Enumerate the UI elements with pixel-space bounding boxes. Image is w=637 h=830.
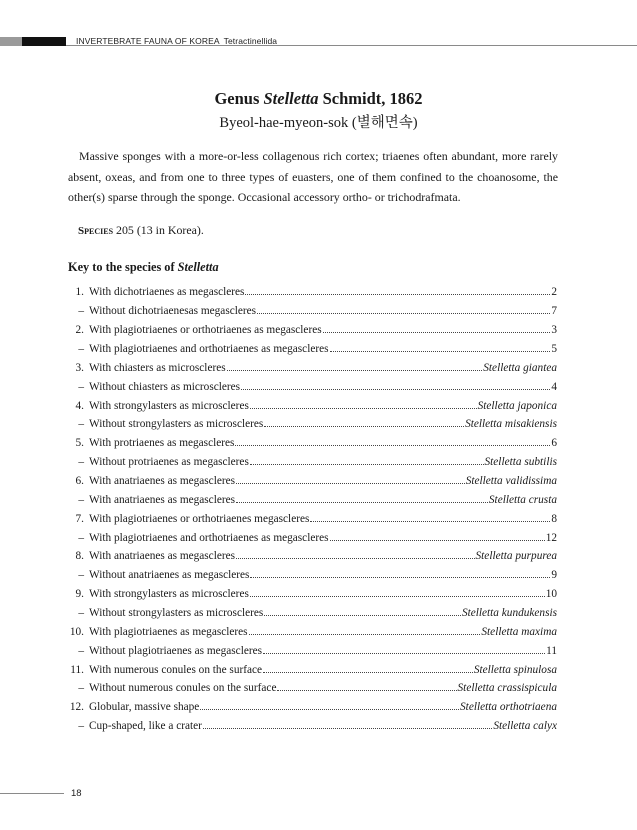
key-row-couplet: With chiasters as microscleres [89, 361, 226, 374]
key-row-species-result: Stelletta japonica [477, 399, 557, 412]
key-row-number: – [78, 343, 84, 355]
key-row-leader-dots [236, 501, 488, 503]
key-row-couplet: Without strongylasters as microscleres [89, 418, 264, 431]
key-row-leader-dots [330, 539, 545, 541]
footer-rule [0, 793, 64, 794]
key-row [60, 415, 557, 434]
header-grey-bar [0, 37, 22, 46]
key-row-number: – [78, 607, 84, 620]
key-row [60, 717, 557, 736]
key-row-next-couplet: 3 [551, 324, 557, 337]
key-row-next-couplet: 6 [551, 437, 557, 450]
species-label: Species [78, 225, 114, 237]
running-header [76, 36, 277, 46]
key-row-leader-dots [263, 671, 473, 673]
key-row-number: – [78, 569, 84, 582]
key-row-species-result: Stelletta crassispicula [457, 682, 557, 695]
key-row-leader-dots [264, 425, 464, 427]
key-row-couplet: With plagiotriaenes and orthotriaenes as megascleres [89, 343, 329, 355]
key-row-couplet: With dichotriaenes as megascleres [89, 286, 245, 299]
genus-label: Genus [214, 89, 260, 108]
key-row-leader-dots [236, 557, 474, 559]
key-row-species-result: Stelletta calyx [493, 720, 557, 733]
key-row-next-couplet: 10 [545, 588, 557, 601]
key-row-leader-dots [330, 350, 551, 352]
key-row-leader-dots [264, 614, 461, 616]
key-row-number: – [78, 682, 84, 695]
genus-korean-name: Byeol-hae-myeon-sok (별해면속) [219, 115, 418, 131]
key-row [60, 509, 557, 528]
key-row-number: 11. [70, 663, 84, 676]
key-row [60, 321, 557, 340]
key-row [60, 585, 557, 604]
key-row-species-result: Stelletta maxima [481, 625, 557, 638]
key-row-species-result: Stelletta purpurea [475, 550, 557, 563]
key-row-number: – [78, 380, 84, 393]
key-row-couplet: With strongylasters as microscleres [89, 399, 249, 412]
key-row-number: – [78, 493, 84, 506]
key-row-next-couplet: 7 [551, 305, 557, 318]
key-row-couplet: Without protriaenes as megascleres [89, 456, 249, 469]
key-row [60, 528, 557, 547]
key-row-couplet: Without strongylasters as microscleres [89, 607, 264, 620]
key-row-couplet: With strongylasters as microscleres [89, 588, 249, 601]
genus-description: Massive sponges with a more-or-less collagenous rich cortex; triaenes often abundant, more rarely absent, oxeas, and from one to three types of euasters, one of them confined to the choanosome, the other(s) sparse through the sponge. Occasional accessory ortho- or trichodrafmata. [68, 149, 558, 204]
key-row-couplet: With plagiotriaenes as megascleres [89, 625, 248, 638]
species-count [78, 223, 204, 238]
key-row [60, 396, 557, 415]
key-heading [68, 260, 219, 275]
key-row-couplet: Without plagiotriaenes as megascleres [89, 644, 263, 657]
page-number: 18 [71, 788, 82, 799]
key-row [60, 641, 557, 660]
key-row-number: 9. [75, 588, 84, 601]
key-row-leader-dots [203, 727, 492, 729]
key-row-couplet: With anatriaenes as megascleres [89, 493, 236, 506]
key-row-next-couplet: 2 [551, 286, 557, 299]
key-row [60, 566, 557, 585]
key-row-species-result: Stelletta misakiensis [465, 418, 557, 431]
key-row-number: 12. [69, 701, 84, 714]
key-row-number: 1. [75, 286, 84, 299]
key-row [60, 358, 557, 377]
key-row [60, 340, 557, 359]
key-row-couplet: With numerous conules on the surface [89, 663, 263, 676]
key-row-next-couplet: 4 [551, 380, 557, 393]
key-row [60, 622, 557, 641]
key-row-leader-dots [250, 595, 545, 597]
key-row-leader-dots [310, 520, 550, 522]
key-row-number: 10. [69, 625, 84, 638]
key-row-number: – [78, 305, 84, 318]
key-row [60, 377, 557, 396]
key-heading-prefix: Key to the species of [68, 260, 175, 274]
key-row-couplet: Without numerous conules on the surface [89, 682, 277, 695]
key-row [60, 604, 557, 623]
key-row-leader-dots [323, 331, 551, 333]
key-row-species-result: Stelletta validissima [465, 475, 557, 488]
key-row-leader-dots [227, 369, 483, 371]
header-black-bar [22, 37, 66, 46]
key-row-species-result: Stelletta orthotriaena [460, 701, 557, 714]
key-row-species-result: Stelletta crusta [488, 493, 557, 506]
genus-author: Schmidt, 1862 [322, 89, 423, 108]
key-row-next-couplet: 9 [551, 569, 557, 582]
key-row-number: 2. [75, 324, 84, 337]
key-row-number: 8. [75, 550, 84, 563]
species-value: 205 (13 in Korea). [116, 223, 204, 237]
key-row-couplet: Cup-shaped, like a crater [89, 720, 202, 733]
key-row-leader-dots [236, 482, 465, 484]
key-row-species-result: Stelletta subtilis [484, 456, 557, 469]
key-row [60, 302, 557, 321]
key-row-leader-dots [277, 689, 456, 691]
key-row-couplet: Without dichotriaenesas megascleres [89, 305, 257, 318]
key-row-number: 6. [75, 475, 84, 488]
key-row-next-couplet: 5 [551, 343, 557, 355]
key-row-leader-dots [245, 293, 550, 295]
key-row-species-result: Stelletta kundukensis [461, 607, 557, 620]
key-row-couplet: With plagiotriaenes or orthotriaenes megascleres [89, 512, 310, 525]
key-row-number: 7. [75, 512, 84, 525]
key-row [60, 679, 557, 698]
key-row-leader-dots [250, 407, 477, 409]
key-row [60, 453, 557, 472]
key-row-couplet: With anatriaenes as megascleres [89, 475, 236, 488]
key-row-leader-dots [250, 463, 484, 465]
key-row-number: – [78, 456, 84, 469]
running-section: Tetractinellida [223, 36, 278, 46]
identification-key [60, 283, 557, 736]
key-row [60, 472, 557, 491]
key-row-leader-dots [241, 388, 550, 390]
key-row [60, 547, 557, 566]
key-heading-genus: Stelletta [177, 260, 219, 274]
key-row [60, 698, 557, 717]
key-row [60, 434, 557, 453]
key-row-number: – [78, 418, 84, 431]
key-row-next-couplet: 12 [545, 531, 557, 544]
key-row-leader-dots [235, 444, 550, 446]
key-row-number: – [78, 531, 84, 544]
key-row-leader-dots [249, 633, 481, 635]
key-row-couplet: Globular, massive shape [89, 701, 200, 714]
key-row-number: 4. [75, 399, 84, 412]
key-row [60, 283, 557, 302]
key-row-couplet: With plagiotriaenes or orthotriaenes as megascleres [89, 324, 322, 337]
key-row [60, 660, 557, 679]
key-row-couplet: With plagiotriaenes and orthotriaenes as megascleres [89, 531, 329, 544]
key-row-leader-dots [250, 576, 550, 578]
key-row-number: – [78, 720, 84, 733]
key-row-leader-dots [263, 652, 545, 654]
key-row-couplet: With protriaenes as megascleres [89, 437, 235, 450]
key-row-leader-dots [257, 312, 550, 314]
key-row-couplet: With anatriaenes as megascleres [89, 550, 236, 563]
key-row-number: – [78, 644, 84, 657]
key-row-couplet: Without anatriaenes as megascleres [89, 569, 250, 582]
key-row-number: 5. [75, 437, 84, 450]
genus-title [0, 89, 637, 109]
running-title: INVERTEBRATE FAUNA OF KOREA [76, 36, 220, 46]
key-row-species-result: Stelletta spinulosa [473, 663, 557, 676]
key-row-number: 3. [75, 361, 84, 374]
key-row-next-couplet: 8 [551, 512, 557, 525]
key-row-next-couplet: 11 [546, 644, 557, 657]
key-row-species-result: Stelletta giantea [483, 361, 557, 374]
key-row [60, 490, 557, 509]
key-row-leader-dots [200, 708, 459, 710]
genus-name: Stelletta [263, 89, 319, 108]
key-row-couplet: Without chiasters as microscleres [89, 380, 241, 393]
